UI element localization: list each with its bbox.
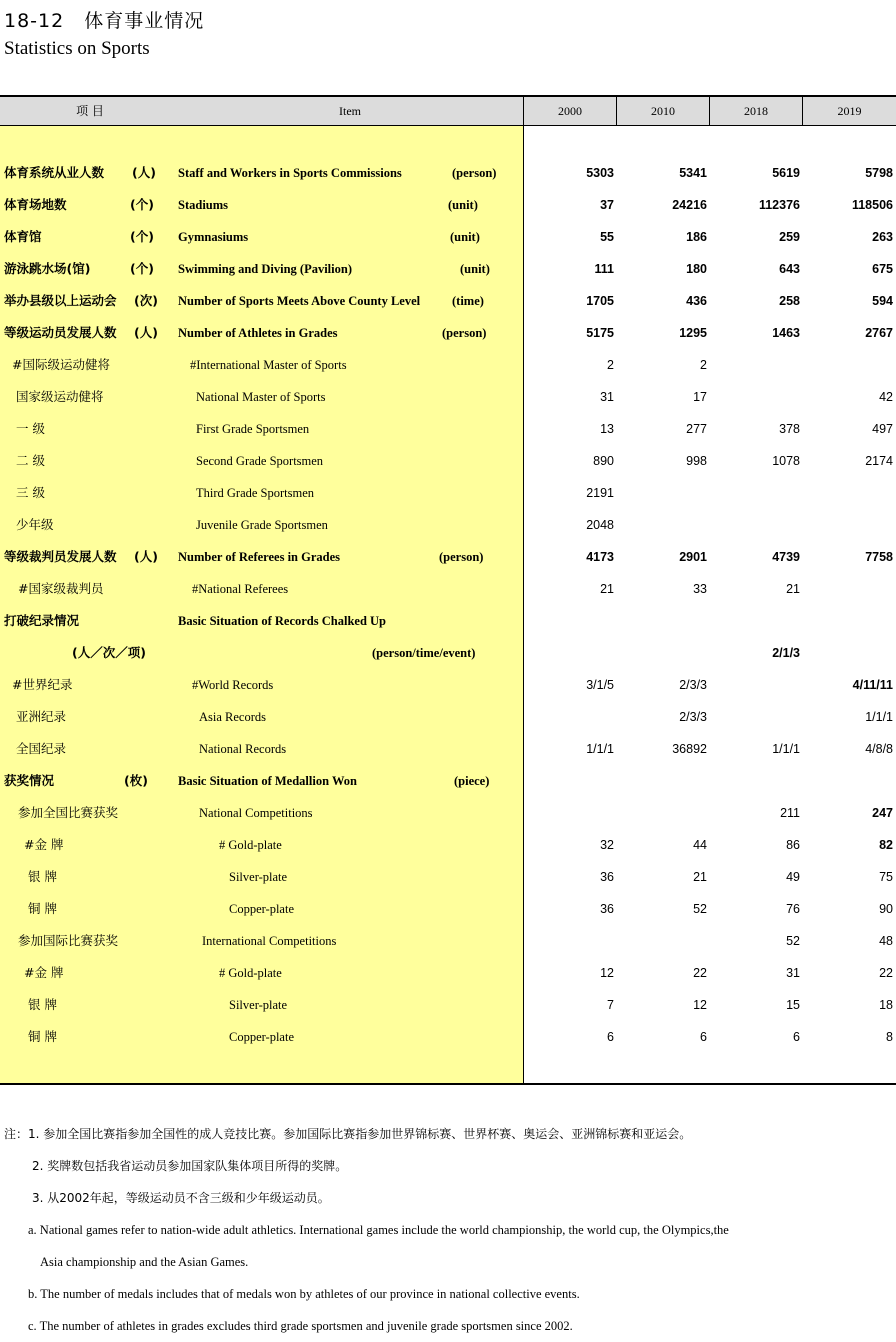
table-row	[0, 893, 896, 925]
table-row	[0, 669, 896, 701]
table-row	[0, 445, 896, 477]
header-year-2010: 2010	[651, 104, 675, 118]
row-label-en: Staff and Workers in Sports Commissions	[178, 166, 402, 180]
table-row	[0, 509, 896, 541]
row-unit-cn: (人)	[132, 165, 156, 180]
row-label-en: Silver-plate	[229, 998, 288, 1012]
statistics-table	[0, 95, 896, 1085]
cell-value: 2048	[586, 518, 614, 532]
cell-value: 55	[600, 230, 614, 244]
row-label-en: National Competitions	[199, 806, 313, 820]
row-label-cn: 打破纪录情况	[4, 613, 80, 628]
row-label-cn: 参加国际比赛获奖	[18, 933, 119, 948]
cell-value: 1078	[772, 454, 800, 468]
row-label-en: #National Referees	[192, 582, 289, 596]
row-label-cn: 国家级运动健将	[16, 389, 104, 404]
row-unit-cn: (个)	[130, 261, 154, 276]
cell-value: 211	[780, 806, 800, 820]
cell-value: 21	[600, 582, 614, 596]
table-row	[0, 157, 896, 189]
cell-value: 17	[693, 390, 707, 404]
row-label-en: Copper-plate	[229, 1030, 295, 1044]
cell-value: 2/3/3	[679, 710, 707, 724]
row-label-en: Asia Records	[199, 710, 266, 724]
row-unit-cn: (次)	[134, 293, 158, 308]
cell-value: 22	[879, 966, 893, 980]
footnote-c: c. The number of athletes in grades excludes third grade sportsmen and juvenile grade sportsmen since 2002.	[28, 1319, 573, 1333]
cell-value: 32	[600, 838, 614, 852]
row-unit-cn: (个)	[130, 197, 154, 212]
table-row	[0, 797, 896, 829]
cell-value: 2	[700, 358, 707, 372]
table-row	[0, 285, 896, 317]
row-unit-cn: (枚)	[124, 773, 148, 788]
row-unit-cn: (人／次／项)	[72, 645, 146, 660]
row-label-en: Second Grade Sportsmen	[196, 454, 324, 468]
table-row	[0, 349, 896, 381]
cell-value: 5303	[586, 166, 614, 180]
row-label-cn: #世界纪录	[12, 677, 73, 692]
cell-value: 90	[879, 902, 893, 916]
row-label-cn: 等级运动员发展人数	[4, 325, 117, 340]
header-item-cn: 项 目	[76, 104, 104, 118]
cell-value: 5341	[679, 166, 707, 180]
cell-value: 2767	[865, 326, 893, 340]
cell-value: 15	[786, 998, 800, 1012]
row-label-en: Juvenile Grade Sportsmen	[196, 518, 328, 532]
cell-value: 2	[607, 358, 614, 372]
cell-value: 1705	[586, 294, 614, 308]
row-label-cn: #金 牌	[24, 965, 64, 980]
cell-value: 998	[686, 454, 707, 468]
footnote-a-continued: Asia championship and the Asian Games.	[40, 1255, 249, 1269]
page-title-cn: 18-12 体育事业情况	[4, 10, 205, 32]
row-unit-en: (person/time/event)	[372, 646, 476, 660]
cell-value: 49	[786, 870, 800, 884]
row-label-cn: #金 牌	[24, 837, 64, 852]
cell-value: 5619	[772, 166, 800, 180]
row-unit-en: (unit)	[460, 262, 490, 276]
row-label-en: International Competitions	[202, 934, 337, 948]
row-label-cn: 少年级	[16, 517, 54, 532]
row-label-cn: 全国纪录	[16, 741, 67, 756]
row-label-cn: 体育场地数	[4, 197, 67, 212]
table-row	[0, 925, 896, 957]
row-label-cn: 二 级	[16, 453, 45, 468]
row-unit-en: (unit)	[450, 230, 480, 244]
cell-value: 8	[886, 1030, 893, 1044]
table-bottom-rule	[0, 1083, 896, 1085]
row-label-en: Number of Referees in Grades	[178, 550, 341, 564]
row-label-cn: 银 牌	[28, 997, 57, 1012]
footnote-3: 3. 从2002年起，等级运动员不含三级和少年级运动员。	[32, 1191, 330, 1205]
table-row	[0, 413, 896, 445]
cell-value: 497	[872, 422, 893, 436]
cell-value: 3/1/5	[586, 678, 614, 692]
table-row	[0, 637, 896, 669]
cell-value: 5798	[865, 166, 893, 180]
cell-value: 378	[779, 422, 800, 436]
cell-value: 12	[600, 966, 614, 980]
cell-value: 31	[786, 966, 800, 980]
table-row	[0, 861, 896, 893]
cell-value: 6	[793, 1030, 800, 1044]
row-label-cn: #国际级运动健将	[12, 357, 110, 372]
cell-value: 4/8/8	[865, 742, 893, 756]
cell-value: 7758	[865, 550, 893, 564]
cell-value: 52	[786, 934, 800, 948]
cell-value: 4/11/11	[852, 678, 893, 692]
cell-value: 247	[872, 806, 893, 820]
row-label-en: Basic Situation of Medallion Won	[178, 774, 357, 788]
cell-value: 186	[686, 230, 707, 244]
row-label-cn: 一 级	[16, 421, 45, 436]
table-row	[0, 989, 896, 1021]
footnote-a: a. National games refer to nation-wide adult athletics. International games include the world championship, the world cup, the Olympics,the	[28, 1223, 729, 1237]
cell-value: 111	[594, 262, 614, 276]
table-row	[0, 701, 896, 733]
cell-value: 2/1/3	[772, 646, 800, 660]
row-label-en: National Records	[199, 742, 287, 756]
row-unit-en: (piece)	[454, 774, 490, 788]
row-label-cn: 举办县级以上运动会	[4, 293, 117, 308]
row-label-cn: 三 级	[16, 485, 45, 500]
cell-value: 118506	[851, 198, 893, 212]
cell-value: 112376	[758, 198, 800, 212]
row-label-en: Copper-plate	[229, 902, 295, 916]
row-label-en: Third Grade Sportsmen	[196, 486, 315, 500]
row-unit-en: (unit)	[448, 198, 478, 212]
header-year-2000: 2000	[558, 104, 582, 118]
cell-value: 82	[879, 838, 893, 852]
footnote-b: b. The number of medals includes that of medals won by athletes of our province in national collective events.	[28, 1287, 580, 1301]
header-year-2018: 2018	[744, 104, 768, 118]
cell-value: 5175	[586, 326, 614, 340]
cell-value: 263	[872, 230, 893, 244]
table-row	[0, 605, 896, 637]
row-label-en: First Grade Sportsmen	[196, 422, 310, 436]
cell-value: 31	[600, 390, 614, 404]
cell-value: 86	[786, 838, 800, 852]
cell-value: 1/1/1	[865, 710, 893, 724]
row-label-en: National Master of Sports	[196, 390, 326, 404]
row-label-cn: 体育馆	[4, 229, 42, 244]
cell-value: 13	[600, 422, 614, 436]
cell-value: 21	[693, 870, 707, 884]
table-row	[0, 253, 896, 285]
row-unit-en: (time)	[452, 294, 484, 308]
cell-value: 37	[600, 198, 614, 212]
cell-value: 675	[872, 262, 893, 276]
cell-value: 6	[700, 1030, 707, 1044]
footnote-1: 注：1. 参加全国比赛指参加全国性的成人竞技比赛。参加国际比赛指参加世界锦标赛、世界杯赛、奥运会、亚洲锦标赛和亚运会。	[4, 1127, 692, 1141]
table-row	[0, 381, 896, 413]
row-label-cn: 体育系统从业人数	[4, 165, 105, 180]
row-label-en: Silver-plate	[229, 870, 288, 884]
cell-value: 4173	[586, 550, 614, 564]
cell-value: 2174	[865, 454, 893, 468]
row-label-en: Stadiums	[178, 198, 229, 212]
cell-value: 2/3/3	[679, 678, 707, 692]
cell-value: 24216	[672, 198, 707, 212]
row-label-cn: 游泳跳水场(馆)	[4, 261, 91, 276]
cell-value: 1295	[679, 326, 707, 340]
row-label-en: Number of Sports Meets Above County Level	[178, 294, 421, 308]
row-label-cn: 银 牌	[28, 869, 57, 884]
row-unit-en: (person)	[439, 550, 484, 564]
cell-value: 1463	[772, 326, 800, 340]
table-header-rule	[0, 125, 896, 126]
row-label-en: # Gold-plate	[219, 966, 282, 980]
row-unit-cn: (人)	[134, 549, 158, 564]
cell-value: 44	[693, 838, 707, 852]
cell-value: 76	[786, 902, 800, 916]
cell-value: 258	[779, 294, 800, 308]
cell-value: 1/1/1	[772, 742, 800, 756]
cell-value: 22	[693, 966, 707, 980]
cell-value: 259	[779, 230, 800, 244]
row-label-en: Swimming and Diving (Pavilion)	[178, 262, 352, 276]
cell-value: 21	[786, 582, 800, 596]
cell-value: 4739	[772, 550, 800, 564]
cell-value: 18	[879, 998, 893, 1012]
cell-value: 180	[686, 262, 707, 276]
row-label-en: Number of Athletes in Grades	[178, 326, 338, 340]
cell-value: 33	[693, 582, 707, 596]
table-row	[0, 541, 896, 573]
cell-value: 277	[686, 422, 707, 436]
page-title-en: Statistics on Sports	[4, 38, 150, 59]
row-unit-cn: (个)	[130, 229, 154, 244]
cell-value: 36892	[672, 742, 707, 756]
row-label-en: Gymnasiums	[178, 230, 249, 244]
cell-value: 42	[879, 390, 893, 404]
cell-value: 52	[693, 902, 707, 916]
row-label-cn: 铜 牌	[28, 901, 57, 916]
row-label-cn: 亚洲纪录	[16, 709, 67, 724]
cell-value: 594	[872, 294, 893, 308]
table-row	[0, 221, 896, 253]
cell-value: 48	[879, 934, 893, 948]
table-row	[0, 573, 896, 605]
row-label-cn: 参加全国比赛获奖	[18, 805, 119, 820]
table-row	[0, 1021, 896, 1053]
cell-value: 36	[600, 902, 614, 916]
cell-value: 12	[693, 998, 707, 1012]
cell-value: 643	[779, 262, 800, 276]
row-label-cn: 等级裁判员发展人数	[4, 549, 117, 564]
row-label-en: Basic Situation of Records Chalked Up	[178, 614, 387, 628]
table-row	[0, 317, 896, 349]
cell-value: 36	[600, 870, 614, 884]
cell-value: 890	[593, 454, 614, 468]
table-row	[0, 189, 896, 221]
cell-value: 1/1/1	[586, 742, 614, 756]
cell-value: 2901	[679, 550, 707, 564]
row-unit-en: (person)	[442, 326, 487, 340]
cell-value: 2191	[586, 486, 614, 500]
table-row	[0, 829, 896, 861]
footnote-2: 2. 奖牌数包括我省运动员参加国家队集体项目所得的奖牌。	[32, 1159, 348, 1173]
row-label-en: #World Records	[192, 678, 274, 692]
row-unit-en: (person)	[452, 166, 497, 180]
cell-value: 75	[879, 870, 893, 884]
row-label-en: #International Master of Sports	[190, 358, 347, 372]
cell-value: 436	[686, 294, 707, 308]
cell-value: 6	[607, 1030, 614, 1044]
table-row	[0, 957, 896, 989]
header-year-2019: 2019	[837, 104, 862, 118]
table-row	[0, 765, 896, 797]
row-label-cn: #国家级裁判员	[18, 581, 104, 596]
table-row	[0, 477, 896, 509]
row-label-cn: 获奖情况	[4, 773, 55, 788]
row-unit-cn: (人)	[134, 325, 158, 340]
row-label-en: # Gold-plate	[219, 838, 282, 852]
row-label-cn: 铜 牌	[28, 1029, 57, 1044]
header-item-en: Item	[339, 104, 361, 118]
table-row	[0, 733, 896, 765]
cell-value: 7	[607, 998, 614, 1012]
